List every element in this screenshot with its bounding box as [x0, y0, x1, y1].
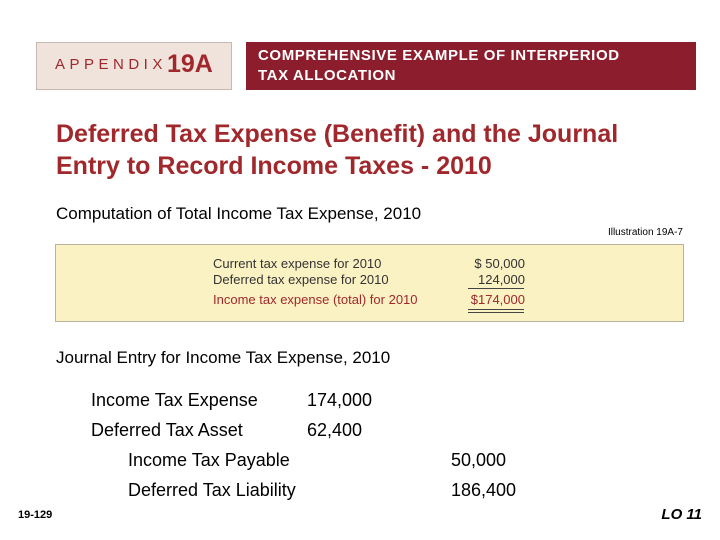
journal-credit: 186,400	[451, 480, 517, 500]
journal-credit: 50,000	[451, 450, 507, 470]
row-amount: 124,000	[478, 272, 525, 287]
row-label: Income tax expense (total) for 2010	[213, 292, 418, 307]
appendix-badge	[36, 42, 232, 90]
slide-title-line-2: Entry to Record Income Taxes - 2010	[56, 152, 492, 180]
computation-heading: Computation of Total Income Tax Expense, 2010	[56, 204, 422, 223]
row-label: Current tax expense for 2010	[213, 256, 382, 271]
appendix-number: 19A	[167, 50, 213, 78]
journal-account: Income Tax Expense	[91, 390, 258, 410]
journal-account: Income Tax Payable	[128, 450, 290, 470]
computation-row-total	[213, 292, 533, 307]
total-double-rule-top	[468, 309, 524, 310]
illustration-label: Illustration 19A-7	[607, 227, 683, 238]
appendix-word: APPENDIX	[55, 56, 167, 73]
row-amount: $174,000	[470, 292, 525, 307]
journal-debit: 62,400	[307, 420, 363, 440]
computation-row-current	[213, 256, 533, 271]
journal-heading: Journal Entry for Income Tax Expense, 2010	[56, 348, 391, 367]
chapter-banner	[246, 42, 696, 90]
subtotal-rule	[468, 288, 524, 289]
journal-account: Deferred Tax Asset	[91, 420, 243, 440]
learning-objective: LO 11	[661, 506, 702, 523]
row-amount: $ 50,000	[474, 256, 525, 271]
banner-line-2: TAX ALLOCATION	[258, 67, 397, 84]
slide-number: 19-129	[18, 509, 53, 521]
banner-line-1: COMPREHENSIVE EXAMPLE OF INTERPERIOD	[258, 47, 620, 64]
row-label: Deferred tax expense for 2010	[213, 272, 389, 287]
journal-debit: 174,000	[307, 390, 373, 410]
slide-title	[56, 118, 706, 182]
computation-row-deferred	[213, 272, 533, 287]
journal-account: Deferred Tax Liability	[128, 480, 296, 500]
slide-title-line-1: Deferred Tax Expense (Benefit) and the Journal	[56, 120, 619, 148]
total-double-rule-bottom	[468, 312, 524, 313]
